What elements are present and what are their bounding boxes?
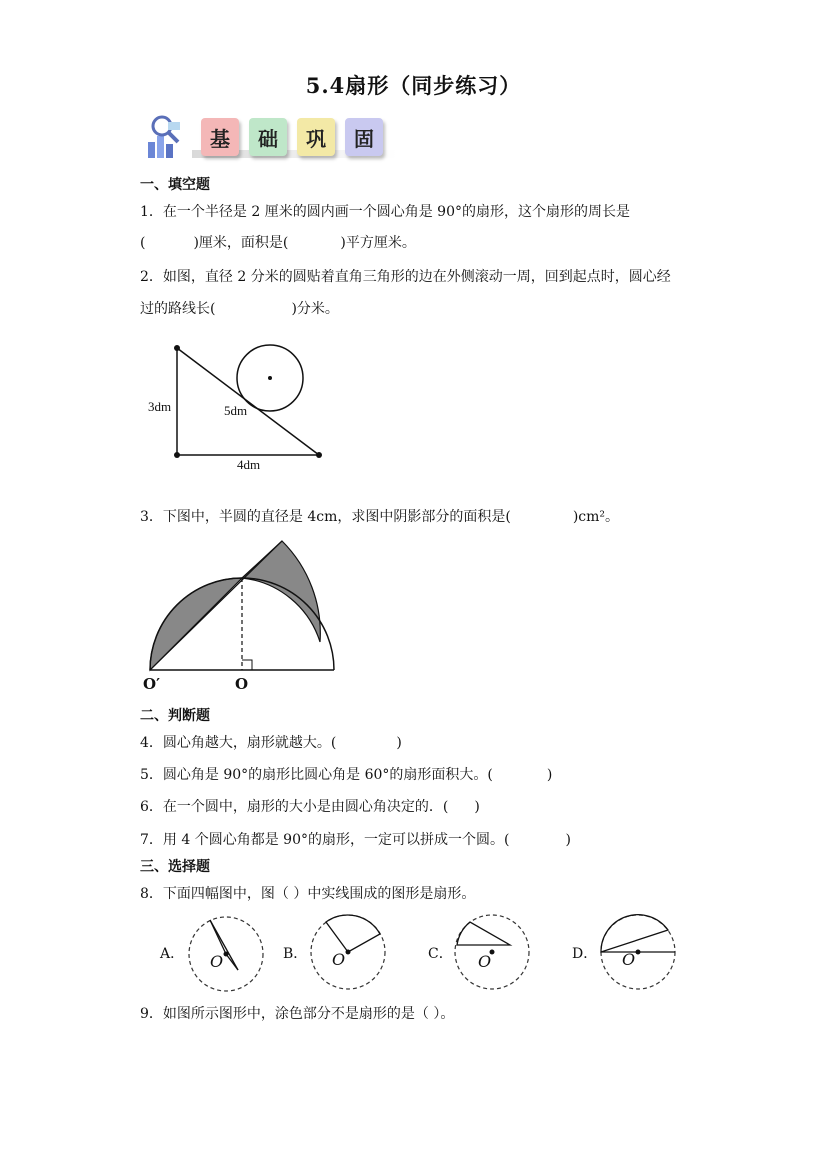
option-d-center-label: O [622,950,636,969]
section-fill-heading: 一、填空题 [140,177,210,193]
option-d-figure[interactable] [598,912,678,992]
option-b-label[interactable]: B． [283,946,308,962]
option-b-center-label: O [332,950,346,969]
option-c-center-label: O [478,952,492,971]
page-title: 5.4扇形（同步练习） [305,73,522,98]
label-o-prime: O′ [143,675,161,693]
option-c-label[interactable]: C． [428,946,453,962]
banner-tile-1: 基 [201,118,239,156]
q1-end-text: )平方厘米。 [340,235,416,251]
semicircle-shaded-figure [140,535,350,675]
option-c-figure[interactable] [452,912,532,992]
question-3 [140,506,619,526]
q6-text: 6．在一个圆中，扇形的大小是由圆心角决定的．( [140,799,449,815]
q7-text: 7．用 4 个圆心角都是 90°的扇形，一定可以拼成一个圆。( [140,832,510,848]
magnifier-chart-icon [140,112,190,162]
question-8: 8．下面四幅图中，图（ ）中实线围成的图形是扇形。 [140,886,476,902]
q2-start-text: 过的路线长( [140,301,216,317]
label-o: O [235,675,249,693]
question-2-line-1: 2．如图，直径 2 分米的圆贴着直角三角形的边在外侧滚动一周，回到起点时，圆心经 [140,269,671,285]
banner-tile-4: 固 [345,118,383,156]
triangle-hypotenuse-label: 5dm [224,403,248,418]
q1-open-paren: ( [140,235,146,251]
section-choice-heading: 三、选择题 [140,859,210,875]
q4-text: 4．圆心角越大，扇形就越大。( [140,735,337,751]
question-4 [140,732,402,752]
q6-close: ) [474,799,480,815]
banner-tile-2: 础 [249,118,287,156]
section-judge-heading: 二、判断题 [140,708,210,724]
option-b-figure[interactable] [308,912,388,992]
option-a-center-label: O [210,952,224,971]
q4-close: ) [396,735,402,751]
question-1-line-2 [140,232,416,252]
option-a-label[interactable]: A． [160,946,185,962]
q5-close: ) [546,767,553,783]
q3-start-text: 3．下图中，半圆的直径是 4cm，求图中阴影部分的面积是( [140,509,511,525]
q3-end-text: )cm²。 [572,509,620,525]
banner-tile-3: 巩 [297,118,335,156]
option-a-figure[interactable] [186,914,266,994]
q5-text: 5．圆心角是 90°的扇形比圆心角是 60°的扇形面积大。( [140,767,493,783]
question-2-line-2 [140,298,339,318]
option-d-label[interactable]: D． [572,946,598,962]
question-6 [140,796,480,816]
question-9: 9．如图所示图形中，涂色部分不是扇形的是（ ）。 [140,1006,455,1022]
question-5 [140,764,552,784]
triangle-side-left-label: 3dm [148,399,172,414]
question-7 [140,829,571,849]
triangle-base-label: 4dm [237,457,261,472]
q1-mid-text: )厘米，面积是( [193,235,289,251]
question-1-line-1: 1．在一个半径是 2 厘米的圆内画一个圆心角是 90°的扇形，这个扇形的周长是 [140,204,630,220]
q7-close: ) [565,832,571,848]
q2-end-text: )分米。 [291,301,339,317]
